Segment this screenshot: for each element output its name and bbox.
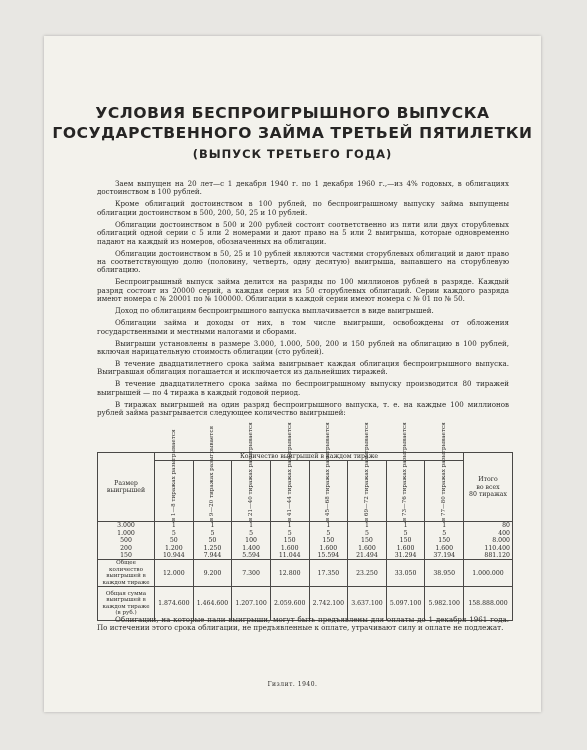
paragraph: В течение двадцатилетнего срока займа выигрывает каждая облигация беспроигрышного выпуска. Выигравшая облигация погашается и исключается из дальнейших тиражей. — [97, 359, 509, 377]
cell-value: 2.059.600 — [270, 587, 309, 621]
cell-value: 2.742.100 — [309, 587, 348, 621]
period-values — [386, 522, 425, 560]
cell-value: 80 — [502, 522, 510, 530]
cell-value: 15.594 — [317, 552, 340, 560]
period-header — [309, 422, 348, 522]
table-row — [98, 522, 513, 560]
cell-value: 21.494 — [356, 552, 378, 560]
period-header — [348, 422, 387, 522]
paragraph: Облигации достоинством в 50, 25 и 10 рублей являются частями сторублевых облигаций и дают право на соответствующую долю (половину, четверть, одну десятую) выигрыша, выпавшего на сторублевую облигацию. — [97, 248, 509, 275]
row-label: Общее количество выигрышей в каждом тираже — [98, 560, 155, 587]
paragraph: В течение двадцатилетнего срока займа по беспроигрышному выпуску производится 80 тиражей выигрышей — по 4 тиража в каждый годовой период. — [97, 379, 509, 397]
cell-value: 1.464.600 — [193, 587, 232, 621]
cell-value: 1.207.100 — [232, 587, 271, 621]
period-values — [270, 522, 309, 560]
cell-value: 7.300 — [232, 560, 271, 587]
cell-value: 150 — [399, 537, 412, 545]
paragraph: Кроме облигаций достоинством в 100 рублей, по беспроигрышному выпуску займа выпущены облигации достоинством в 500, 200, 50, 25 и 10 рублей. — [97, 199, 509, 217]
cell-value: 150 — [283, 537, 296, 545]
cell-value: 1.874.600 — [155, 587, 194, 621]
cell-value: 1.600 — [396, 544, 415, 552]
cell-value: 8.000 — [492, 537, 510, 545]
cell-value: 110.400 — [484, 544, 510, 552]
cell-value: 38.950 — [425, 560, 464, 587]
cell-value: 1 — [364, 522, 369, 530]
cell-value: 1.600 — [280, 544, 299, 552]
period-label: в 21—40 тиражах разыгрывается — [247, 422, 254, 522]
cell-value: 5 — [442, 529, 447, 537]
header-total-line: во всех — [476, 483, 500, 491]
title-line-3: (ВЫПУСК ТРЕТЬЕГО ГОДА) — [192, 147, 393, 161]
period-label: в 77—80 тиражах разыгрывается — [441, 422, 448, 522]
cell-value: 5.982.100 — [425, 587, 464, 621]
period-values — [193, 522, 232, 560]
period-label: в 45—68 тиражах разыгрывается — [325, 422, 332, 522]
size-value: 150 — [120, 552, 132, 560]
document-sheet — [44, 36, 541, 712]
cell-value: 150 — [322, 537, 335, 545]
size-value: 500 — [120, 537, 132, 545]
cell-value: 1.600 — [319, 544, 338, 552]
cell-value: 150 — [361, 537, 373, 545]
period-values — [309, 522, 348, 560]
header-total-line: 80 тиражах — [469, 490, 507, 498]
title-line-2: ГОСУДАРСТВЕННОГО ЗАЙМА ТРЕТЬЕЙ ПЯТИЛЕТКИ — [52, 124, 533, 142]
footer-text — [97, 616, 509, 633]
cell-value: 150 — [438, 537, 451, 545]
totals-values — [464, 522, 513, 560]
period-values — [232, 522, 271, 560]
cell-value: 50 — [169, 537, 178, 545]
cell-value: 1 — [171, 522, 176, 530]
title-line-1: УСЛОВИЯ БЕСПРОИГРЫШНОГО ВЫПУСКА — [95, 104, 490, 122]
row-label: Общая сумма выигрышей в каждом тираже (в руб.) — [98, 587, 155, 621]
size-value: 200 — [120, 544, 132, 552]
cell-value: 7.944 — [203, 552, 222, 560]
cell-value: 23.250 — [348, 560, 387, 587]
cell-value: 1.200 — [164, 544, 183, 552]
header-total — [464, 453, 513, 522]
period-values — [155, 522, 194, 560]
paragraph: Облигации достоинством в 500 и 200 рублей состоят соответственно из пяти или двух сторублевых облигаций одной серии с 5 или 2 номерами и дают право на 5 или 2 выигрыша, которые одновременно падают на каждый из номеров, обозначенных на облигации. — [97, 219, 509, 246]
cell-value: 37.194 — [433, 552, 456, 560]
cell-value: 1 — [210, 522, 215, 530]
cell-value: 158.888.000 — [464, 587, 513, 621]
period-values — [425, 522, 464, 560]
cell-value: 5 — [171, 529, 176, 537]
cell-value: 1.600 — [358, 544, 376, 552]
period-header — [270, 422, 309, 522]
cell-value: 17.350 — [309, 560, 348, 587]
conditions-text — [97, 180, 509, 421]
cell-value: 9.200 — [193, 560, 232, 587]
size-value: 3.000 — [117, 522, 135, 530]
sizes-cell — [98, 522, 155, 560]
imprint: Гизлит. 1940. — [267, 681, 318, 688]
cell-value: 33.050 — [386, 560, 425, 587]
cell-value: 12.000 — [155, 560, 194, 587]
header-size: Размер выигрышей — [98, 453, 155, 522]
paragraph: Беспроигрышный выпуск займа делится на разряды по 100 миллионов рублей в разряде. Каждый разряд состоит из 20000 серий, а каждая серия из 50 сторублевых облигаций. Серии каждого разряда имеют номера с № 20001 по № 100000. Облигации в каждой серии имеют номера с № 01 по № 50. — [97, 277, 509, 304]
period-label: в 41—44 тиражах разыгрывается — [286, 422, 293, 522]
cell-value: 11.044 — [278, 552, 301, 560]
cell-value: 1 — [249, 522, 254, 530]
period-header — [193, 426, 232, 522]
cell-value: 31.294 — [394, 552, 417, 560]
paragraph: В тиражах выигрышей на один разряд беспроигрышного выпуска, т. е. на каждые 100 миллионов рублей займа разыгрывается следующее количество выигрышей: — [97, 399, 509, 418]
paragraph: Облигации, на которые пали выигрыши, могут быть предъявлены для оплаты до 1 декабря 1961 года. По истечении этого срока облигации, не предъявленные к оплате, утрачивают силу и оплате не подлежат. — [97, 615, 509, 633]
period-label: в 9—20 тиражах разыгрывается — [209, 426, 216, 522]
cell-value: 5.594 — [242, 552, 260, 560]
cell-value: 5 — [403, 529, 408, 537]
cell-value: 5 — [287, 529, 292, 537]
period-label: в 73—76 тиражах разыгрывается — [402, 422, 409, 522]
paragraph: Заем выпущен на 20 лет—с 1 декабря 1940 г. по 1 декабря 1960 г.,—из 4% годовых, в облигациях достоинством в 100 рублей. — [97, 179, 509, 197]
cell-value: 1.250 — [203, 544, 222, 552]
cell-value: 100 — [245, 537, 257, 545]
period-header — [232, 422, 271, 522]
cell-value: 5 — [326, 529, 331, 537]
period-header — [386, 422, 425, 522]
period-header — [425, 422, 464, 522]
cell-value: 400 — [498, 529, 510, 537]
period-header — [155, 429, 194, 522]
cell-value: 12.800 — [270, 560, 309, 587]
cell-value: 1 — [403, 522, 408, 530]
cell-value: 5 — [249, 529, 254, 537]
cell-value: 1 — [442, 522, 447, 530]
period-label: в 1—8 тиражах разыгрывается — [170, 429, 177, 522]
cell-value: 5.097.100 — [386, 587, 425, 621]
cell-value: 5 — [364, 529, 369, 537]
cell-value: 10.944 — [162, 552, 185, 560]
paragraph: Выигрыши установлены в размере 3.000, 1.000, 500, 200 и 150 рублей на облигацию в 100 рублей, включая нарицательную стоимость облигации (сто рублей). — [97, 338, 509, 357]
period-label: в 69—72 тиражах разыгрывается — [363, 422, 370, 522]
winnings-table — [97, 422, 513, 621]
cell-value: 1 — [326, 522, 331, 530]
header-group: Количество выигрышей в каждом тираже — [155, 453, 464, 461]
cell-value: 50 — [208, 537, 217, 545]
cell-value: 1.600 — [435, 544, 454, 552]
cell-value: 1 — [287, 522, 292, 530]
cell-value: 1.400 — [242, 544, 260, 552]
cell-value: 881.120 — [484, 552, 510, 560]
cell-value: 5 — [210, 529, 215, 537]
table-row — [98, 560, 513, 587]
period-values — [348, 522, 387, 560]
paragraph: Доход по облигациям беспроигрышного выпуска выплачивается в виде выигрышей. — [115, 306, 434, 316]
header-total-line: Итого — [478, 476, 498, 484]
size-value: 1.000 — [117, 529, 135, 537]
cell-value: 3.637.100 — [348, 587, 387, 621]
paragraph: Облигации займа и доходы от них, в том числе выигрыши, освобождены от обложения государственными и местными налогами и сборами. — [97, 318, 509, 336]
cell-value: 1.000.000 — [464, 560, 513, 587]
